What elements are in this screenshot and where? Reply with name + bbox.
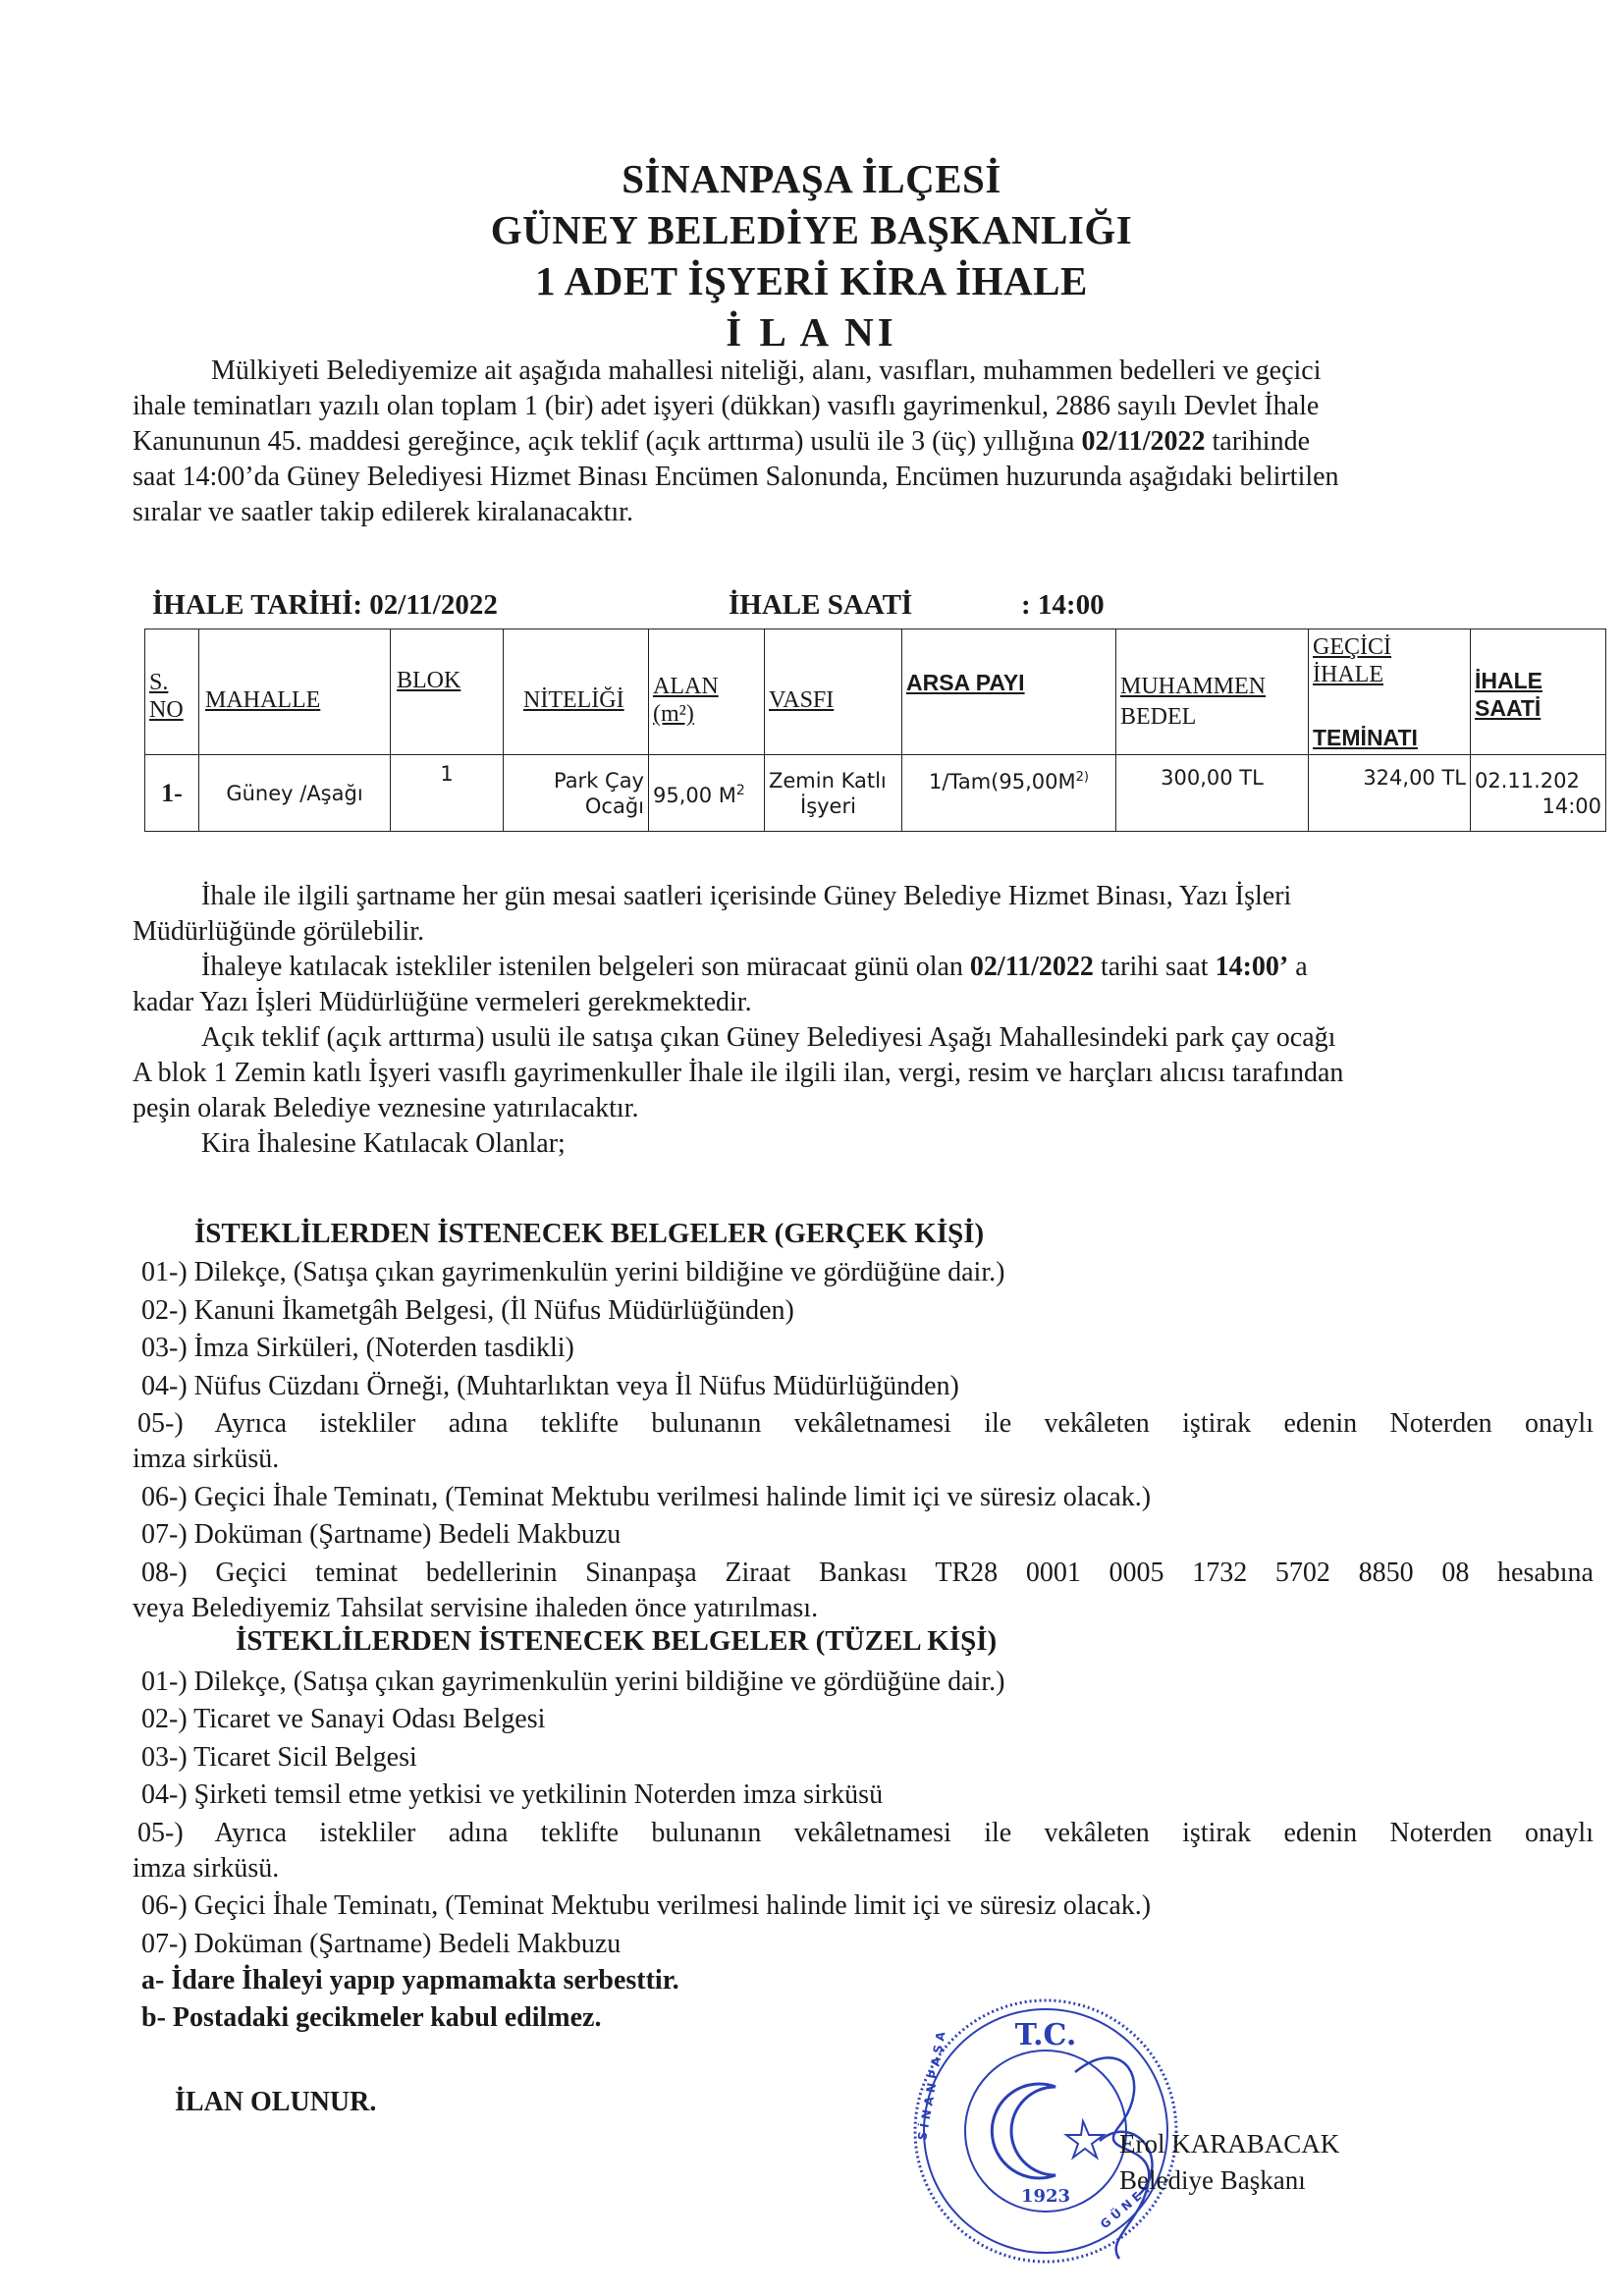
header-nitelik: NİTELİĞİ <box>504 629 649 755</box>
cell-blok: 1 <box>391 755 504 832</box>
header-saat: İHALE SAATİ <box>1471 629 1606 755</box>
list-item: 07-) Doküman (Şartname) Bedeli Makbuzu <box>141 1929 622 1959</box>
note-a: a- İdare İhaleyi yapıp yapmamakta serbesttir. <box>141 1965 679 1995</box>
list-item: 08-) Geçici teminat bedellerinin Sinanpaşa Ziraat Bankası TR28 0001 0005 1732 5702 8850 08 hesabına <box>141 1558 1594 1588</box>
list-item: 06-) Geçici İhale Teminatı, (Teminat Mektubu verilmesi halinde limit içi ve süresiz olacak.) <box>141 1890 1152 1921</box>
list-item: 02-) Kanuni İkametgâh Belgesi, (İl Nüfus Müdürlüğünden) <box>141 1295 794 1326</box>
svg-text:T.C.: T.C. <box>1014 2018 1077 2052</box>
body-p3-line1: Açık teklif (açık arttırma) usulü ile satışa çıkan Güney Belediyesi Aşağı Mahallesindeki park çay ocağı <box>201 1022 1336 1053</box>
cell-nitelik: Park Çay Ocağı <box>504 755 649 832</box>
heading-gercek-kisi: İSTEKLİLERDEN İSTENECEK BELGELER (GERÇEK KİŞİ) <box>194 1218 985 1249</box>
cell-teminat: 324,00 TL <box>1309 755 1471 832</box>
title-ilan: İ L A NI <box>726 309 897 355</box>
header-sno: S. NO <box>145 629 199 755</box>
list-item: imza sirküsü. <box>133 1444 280 1474</box>
list-item: veya Belediyemiz Tahsilat servisine ihaleden önce yatırılması. <box>133 1593 819 1623</box>
body-p3-line3: peşin olarak Belediye veznesine yatırılacaktır. <box>133 1093 639 1123</box>
list-item: 05-) Ayrıca istekliler adına teklifte bulunanın vekâletnamesi ile vekâleten iştirak edenin Noterden onaylı <box>137 1818 1594 1848</box>
property-table <box>144 629 1606 832</box>
body-p2-line1: İhaleye katılacak istekliler istenilen belgeleri son müracaat günü olan 02/11/2022 tarihi saat 14:00’ a <box>201 952 1308 982</box>
tender-time-value: : 14:00 <box>1021 589 1105 621</box>
cell-sno: 1- <box>145 755 199 832</box>
note-b: b- Postadaki gecikmeler kabul edilmez. <box>141 2002 602 2033</box>
cell-vasfi: Zemin Katlı İşyeri <box>765 755 902 832</box>
cell-muhammen: 300,00 TL <box>1116 755 1309 832</box>
body-p3-line2: A blok 1 Zemin katlı İşyeri vasıflı gayrimenkuller İhale ile ilgili ilan, vergi, resim ve harçları alıcısı tarafından <box>133 1058 1344 1088</box>
intro-line-3: Kanununun 45. maddesi gereğince, açık teklif (açık arttırma) usulü ile 3 (üç) yıllığına 02/11/2022 tarihinde <box>133 426 1311 457</box>
ilan-olunur: İLAN OLUNUR. <box>175 2087 377 2117</box>
body-p2-line2: kadar Yazı İşleri Müdürlüğüne vermeleri gerekmektedir. <box>133 987 752 1017</box>
list-item: 03-) Ticaret Sicil Belgesi <box>141 1742 417 1773</box>
cell-saat: 02.11.202 14:00 <box>1471 755 1606 832</box>
header-blok: BLOK <box>391 629 504 755</box>
title-tender: 1 ADET İŞYERİ KİRA İHALE <box>535 258 1088 303</box>
list-item: 03-) İmza Sirküleri, (Noterden tasdikli) <box>141 1333 574 1363</box>
title-district: SİNANPAŞA İLÇESİ <box>622 156 1001 201</box>
list-item: 04-) Nüfus Cüzdanı Örneği, (Muhtarlıktan veya İl Nüfus Müdürlüğünden) <box>141 1371 959 1401</box>
intro-line-5: sıralar ve saatler takip edilerek kiralanacaktır. <box>133 497 633 527</box>
list-item: 07-) Doküman (Şartname) Bedeli Makbuzu <box>141 1519 622 1550</box>
intro-line-2: ihale teminatları yazılı olan toplam 1 (bir) adet işyeri (dükkan) vasıflı gayrimenkul, 2886 sayılı Devlet İhale <box>133 391 1320 421</box>
tender-time-label: İHALE SAATİ <box>729 589 913 621</box>
table-row <box>145 755 1606 832</box>
header-gecici: GEÇİCİ İHALE TEMİNATI <box>1309 629 1471 755</box>
header-alan: ALAN (m²) <box>649 629 765 755</box>
header-muhammen: MUHAMMEN BEDEL <box>1116 629 1309 755</box>
header-arsa: ARSA PAYI <box>902 629 1116 755</box>
list-item: 05-) Ayrıca istekliler adına teklifte bulunanın vekâletnamesi ile vekâleten iştirak edenin Noterden onaylı <box>137 1408 1594 1439</box>
list-item: 06-) Geçici İhale Teminatı, (Teminat Mektubu verilmesi halinde limit içi ve süresiz olacak.) <box>141 1482 1152 1512</box>
body-p1-line2: Müdürlüğünde görülebilir. <box>133 916 425 947</box>
title-municipality: GÜNEY BELEDİYE BAŞKANLIĞI <box>490 207 1133 252</box>
body-p4: Kira İhalesine Katılacak Olanlar; <box>201 1128 566 1159</box>
header-mahalle: MAHALLE <box>199 629 391 755</box>
svg-text:1923: 1923 <box>1020 2186 1071 2207</box>
list-item: 01-) Dilekçe, (Satışa çıkan gayrimenkulün yerini bildiğine ve gördüğüne dair.) <box>141 1667 1005 1697</box>
table-header-row <box>145 629 1606 755</box>
svg-text:S İ N A N P A Ş A: S İ N A N P A Ş A <box>915 2030 948 2142</box>
list-item: 01-) Dilekçe, (Satışa çıkan gayrimenkulün yerini bildiğine ve gördüğüne dair.) <box>141 1257 1005 1287</box>
cell-arsa: $1/Tam(95,00M^{2)}$ <box>902 755 1116 832</box>
signatory-name: Erol KARABACAK <box>1119 2129 1340 2159</box>
intro-line-1: Mülkiyeti Belediyemize ait aşağıda mahallesi niteliği, alanı, vasıfları, muhammen bedelleri ve geçici <box>211 355 1322 386</box>
list-item: imza sirküsü. <box>133 1853 280 1884</box>
svg-text:G Ü N E Y: G Ü N E Y <box>1097 2180 1155 2232</box>
heading-tuzel-kisi: İSTEKLİLERDEN İSTENECEK BELGELER (TÜZEL KİŞİ) <box>236 1625 998 1657</box>
tender-date: İHALE TARİHİ: 02/11/2022 <box>152 589 498 621</box>
body-p1-line1: İhale ile ilgili şartname her gün mesai saatleri içerisinde Güney Belediye Hizmet Binası, Yazı İşleri <box>201 881 1292 911</box>
cell-mahalle: Güney /Aşağı <box>199 755 391 832</box>
list-item: 02-) Ticaret ve Sanayi Odası Belgesi <box>141 1704 546 1734</box>
intro-line-4: saat 14:00’da Güney Belediyesi Hizmet Binası Encümen Salonunda, Encümen huzurunda aşağıdaki belirtilen <box>133 462 1339 492</box>
list-item: 04-) Şirketi temsil etme yetkisi ve yetkilinin Noterden imza sirküsü <box>141 1779 884 1810</box>
cell-alan: 95,00 $M^2$ <box>649 755 765 832</box>
signatory-role: Belediye Başkanı <box>1119 2165 1306 2195</box>
header-vasfi: VASFI <box>765 629 902 755</box>
